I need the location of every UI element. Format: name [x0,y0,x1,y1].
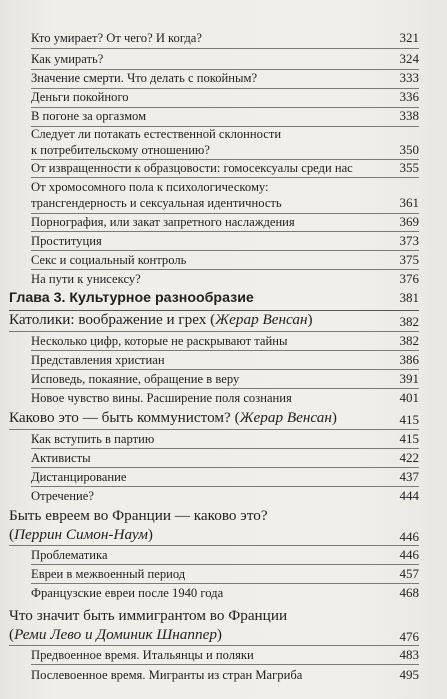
toc-entry-title: Деньги покойного [31,90,129,104]
toc-entry-page: 457 [399,566,419,581]
toc-entry-title: Проституция [31,234,102,248]
toc-entry-title: Послевоенное время. Мигранты из стран Магриба [31,668,303,682]
chapter-title: Глава 3. Культурное разнообразие [9,290,254,306]
toc-entry-title: Предвоенное время. Итальянцы и поляки [31,648,254,662]
toc-entry-page: 336 [399,89,419,104]
toc-entry [31,585,419,602]
toc-entry-page: 483 [399,647,419,662]
toc-entry-page: 386 [399,352,419,367]
toc-entry-title: Значение смерти. Что делать с покойным? [31,71,258,85]
section-page: 476 [399,629,419,644]
toc-entry-page: 446 [399,547,419,562]
toc-entry-page: 391 [399,371,419,386]
toc-entry-title: Как вступить в партию [31,432,155,446]
toc-entry-page: 333 [399,70,419,85]
toc-section [9,507,419,546]
toc-entry-title: От извращенности к образцовости: гомосексуалы среди нас [31,161,353,175]
toc-entry [31,450,419,468]
section-author: Жерар Венсан [239,409,332,426]
toc-entry [31,431,419,449]
toc-entry-page: 437 [399,469,419,484]
toc-entry [31,547,419,565]
toc-entry-title: Как умирать? [31,52,104,66]
toc-entry [31,51,419,70]
toc-entry [31,160,419,178]
toc-entry [31,214,419,232]
toc-entry-page: 382 [399,333,419,348]
toc-entry [31,271,419,288]
toc-entry-title: Исповедь, покаяние, обращение в веру [31,372,240,386]
toc-entry-page: 338 [399,108,419,123]
toc-entry-title: Проблематика [31,548,108,562]
toc-entry-page: 444 [399,488,419,503]
section-title-cont: (Перрин Симон-Наум) [9,526,153,543]
toc-entry [31,390,419,407]
toc-entry [31,647,419,665]
section-title-cont: (Реми Лево и Доминик Шнаппер) [9,626,222,643]
section-page: 446 [399,529,419,544]
toc-entry-title: Секс и социальный контроль [31,253,187,267]
toc-entry-title: От хромосомного пола к психологическому: [31,180,269,194]
toc-entry-page: 495 [399,667,419,682]
toc-entry [31,252,419,270]
toc-entry-page: 369 [399,214,419,229]
toc-section [9,409,419,430]
toc-entry-title: Французские евреи после 1940 года [31,586,224,600]
toc-entry [31,70,419,89]
toc-entry-page: 375 [399,252,419,267]
chapter-page: 381 [399,290,419,305]
section-author: Реми Лево и Доминик Шнаппер [14,626,217,643]
toc-entry [31,371,419,389]
toc-entry-page: 355 [399,160,419,175]
toc-entry-page: 468 [399,585,419,600]
toc-entry-title: Следует ли потакать естественной склонности [31,127,282,141]
section-title: Каково это — быть коммунистом? (Жерар Венсан) [9,409,337,426]
toc-entry-title-cont: к потребительскому отношению? [31,143,210,157]
toc-entry-page: 376 [399,271,419,286]
toc-entry-title: Дистанцирование [31,470,127,484]
toc-entry [31,488,419,505]
section-page: 415 [399,412,419,427]
toc-entry-page: 321 [399,30,419,45]
toc-entry-page: 422 [399,450,419,465]
section-author: Перрин Симон-Наум [14,526,148,543]
toc-entry-title-cont: трансгендерность и сексуальная идентичность [31,196,282,210]
section-page: 382 [399,314,419,329]
toc-entry-page: 350 [399,142,419,157]
toc-entry-page: 401 [399,390,419,405]
toc-entry-title: Порнография, или закат запретного наслаждения [31,215,295,229]
toc-entry-title: Евреи в межвоенный период [31,567,186,581]
toc-entry-title: На пути к унисексу? [31,272,141,286]
toc-entry-title: Кто умирает? От чего? И когда? [31,31,202,45]
toc-chapter [9,289,419,311]
toc-entry [31,667,419,684]
toc-entry [31,179,419,214]
toc-entry [31,89,419,108]
toc-entry-title: Новое чувство вины. Расширение поля сознания [31,391,292,405]
toc-section [9,607,419,646]
toc-entry [31,30,419,49]
toc-entry-title: Активисты [31,451,91,465]
toc-entry [31,566,419,584]
toc-entry [31,126,419,160]
toc-entry [31,233,419,251]
toc-entry-title: В погоне за оргазмом [31,109,147,123]
toc-entry [31,352,419,370]
toc-entry [31,469,419,487]
toc-entry-page: 324 [399,51,419,66]
toc-entry-page: 373 [399,233,419,248]
section-author: Жерар Венсан [215,311,308,328]
toc-entry-page: 361 [399,195,419,210]
toc-entry-title: Представления христиан [31,353,165,367]
toc-entry [31,108,419,127]
toc-section [9,311,419,332]
toc-entry-title: Несколько цифр, которые не раскрывают тайны [31,334,288,348]
toc-entry [31,333,419,351]
toc-entry-title: Отречение? [31,489,94,503]
section-title: Что значит быть иммигрантом во Франции [9,607,288,624]
section-title: Быть евреем во Франции — каково это? [9,507,268,524]
section-title: Католики: воображение и грех (Жерар Венсан) [9,311,313,328]
toc-entry-page: 415 [399,431,419,446]
